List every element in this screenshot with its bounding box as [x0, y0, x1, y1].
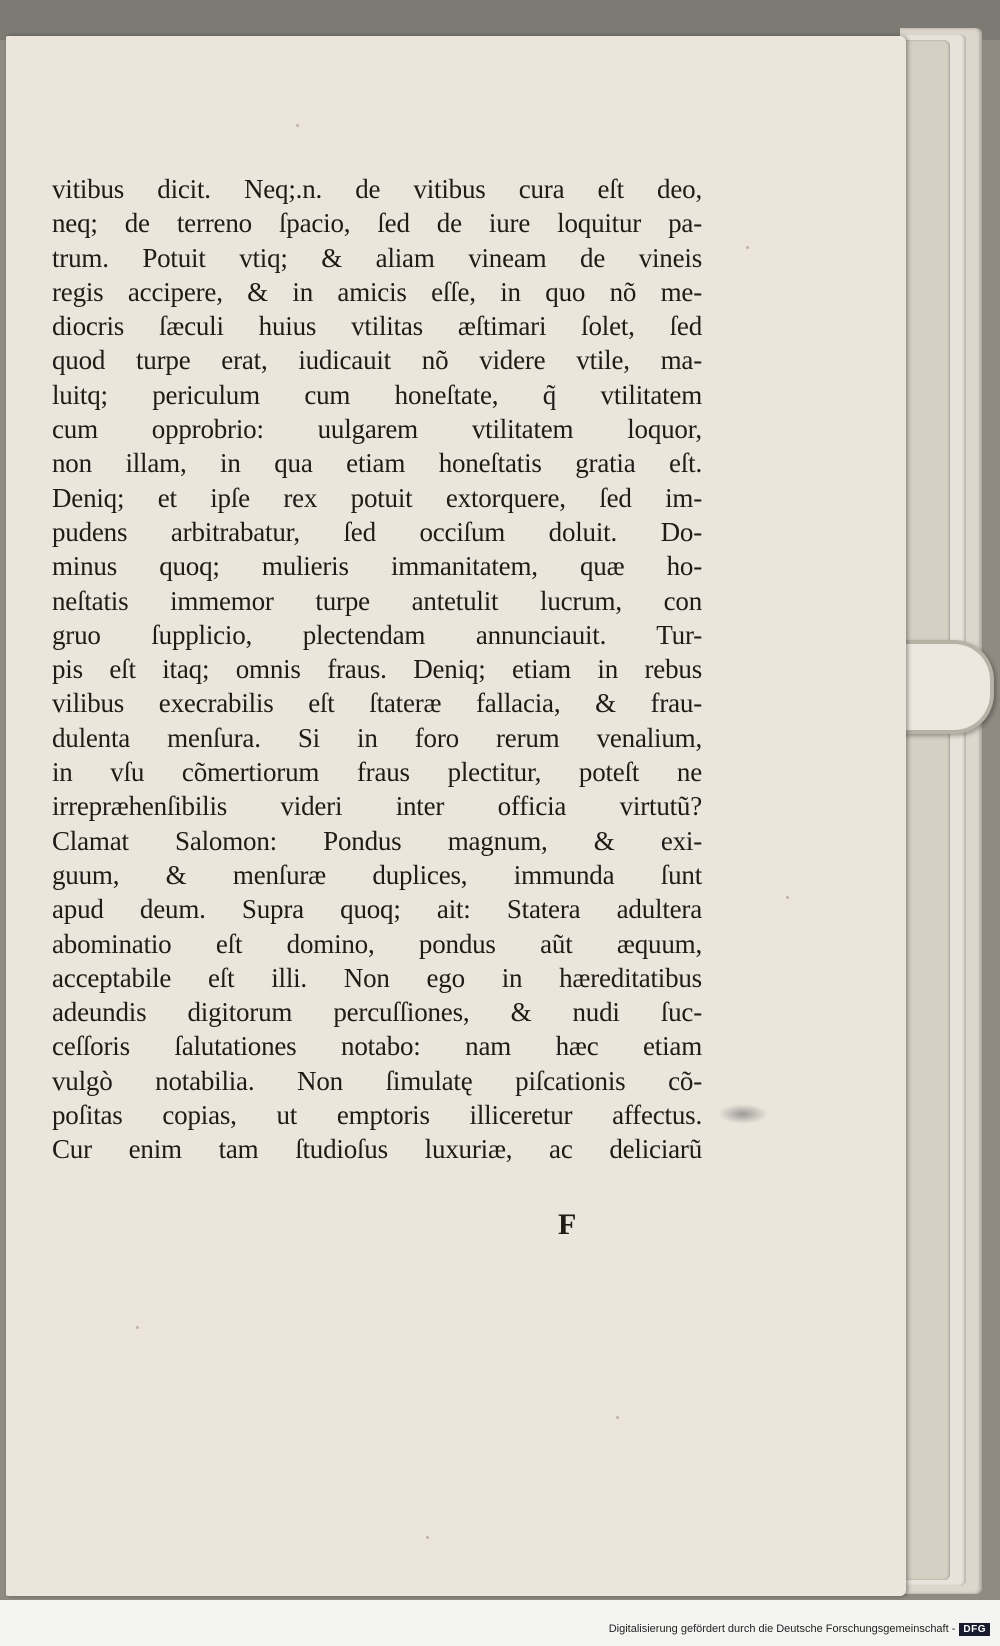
- text-line: guum, & menſuræ duplices, immunda ſunt: [52, 859, 702, 890]
- text-line: neſtatis immemor turpe antetulit lucrum, con: [52, 585, 702, 616]
- text-line: poſitas copias, ut emptoris illiceretur affectus.: [52, 1100, 702, 1131]
- text-line: vilibus execrabilis eſt ſtateræ fallacia, & frau-: [52, 688, 702, 719]
- text-line: neq; de terreno ſpacio, ſed de iure loquitur pa-: [52, 208, 702, 239]
- text-line: irrepræhenſibilis videri inter officia virtutũ?: [52, 791, 702, 822]
- text-line: gruo ſupplicio, plectendam annunciauit. Tur-: [52, 619, 702, 650]
- text-line: abominatio eſt domino, pondus aũt æquum,: [52, 928, 702, 959]
- text-line: pudens arbitrabatur, ſed occiſum doluit. Do-: [52, 516, 702, 547]
- text-line: in vſu cõmertiorum fraus plectitur, poteſt ne: [52, 757, 702, 788]
- text-line: adeundis digitorum percuſſiones, & nudi ſuc-: [52, 997, 702, 1028]
- text-line: quod turpe erat, iudicauit nõ videre vtile, ma-: [52, 345, 702, 376]
- text-line: trum. Potuit vtiq; & aliam vineam de vineis: [52, 242, 702, 273]
- paper-speck: [426, 1536, 429, 1539]
- text-line: Cur enim tam ſtudioſus luxuriæ, ac deliciarũ: [52, 1134, 702, 1165]
- text-line: minus quoq; mulieris immanitatem, quæ ho-: [52, 551, 702, 582]
- text-line: Deniq; et ipſe rex potuit extorquere, ſed im-: [52, 482, 702, 513]
- paper-speck: [136, 1326, 139, 1329]
- text-line: regis accipere, & in amicis eſſe, in quo nõ me-: [52, 276, 702, 307]
- text-line: dulenta menſura. Si in foro rerum venalium,: [52, 722, 702, 753]
- digitization-credit: [609, 1618, 990, 1640]
- book-clasp: [898, 640, 994, 734]
- ink-smudge: [718, 1104, 768, 1124]
- text-line: non illam, in qua etiam honeſtatis gratia eſt.: [52, 448, 702, 479]
- book-page: [6, 36, 906, 1596]
- paper-speck: [746, 246, 749, 249]
- page-edge-stack: [900, 40, 950, 1580]
- page-text: [52, 172, 702, 1167]
- text-line: pis eſt itaq; omnis fraus. Deniq; etiam in rebus: [52, 654, 702, 685]
- catchword: F: [558, 1208, 577, 1241]
- text-line: vitibus dicit. Neq;.n. de vitibus cura eſt deo,: [52, 174, 702, 204]
- text-line: apud deum. Supra quoq; ait: Statera adultera: [52, 894, 702, 925]
- text-line: diocris ſæculi huius vtilitas æſtimari ſolet, ſed: [52, 311, 702, 342]
- scan-background-top: [0, 0, 1000, 40]
- text-line: vulgò notabilia. Non ſimulatę piſcationis cõ-: [52, 1065, 702, 1096]
- funding-note: Digitalisierung gefördert durch die Deutsche Forschungsgemeinschaft -: [608, 1623, 956, 1635]
- text-line: cum opprobrio: uulgarem vtilitatem loquor,: [52, 414, 702, 445]
- paper-speck: [786, 896, 789, 899]
- text-line: Clamat Salomon: Pondus magnum, & exi-: [52, 825, 702, 856]
- text-line: ceſſoris ſalutationes notabo: nam hæc etiam: [52, 1031, 702, 1062]
- text-line: luitq; periculum cum honeſtate, q̃ vtilitatem: [52, 379, 702, 410]
- paper-speck: [296, 124, 299, 127]
- dfg-logo: DFG: [959, 1623, 990, 1636]
- text-line: acceptabile eſt illi. Non ego in hæreditatibus: [52, 962, 702, 993]
- paper-speck: [616, 1416, 619, 1419]
